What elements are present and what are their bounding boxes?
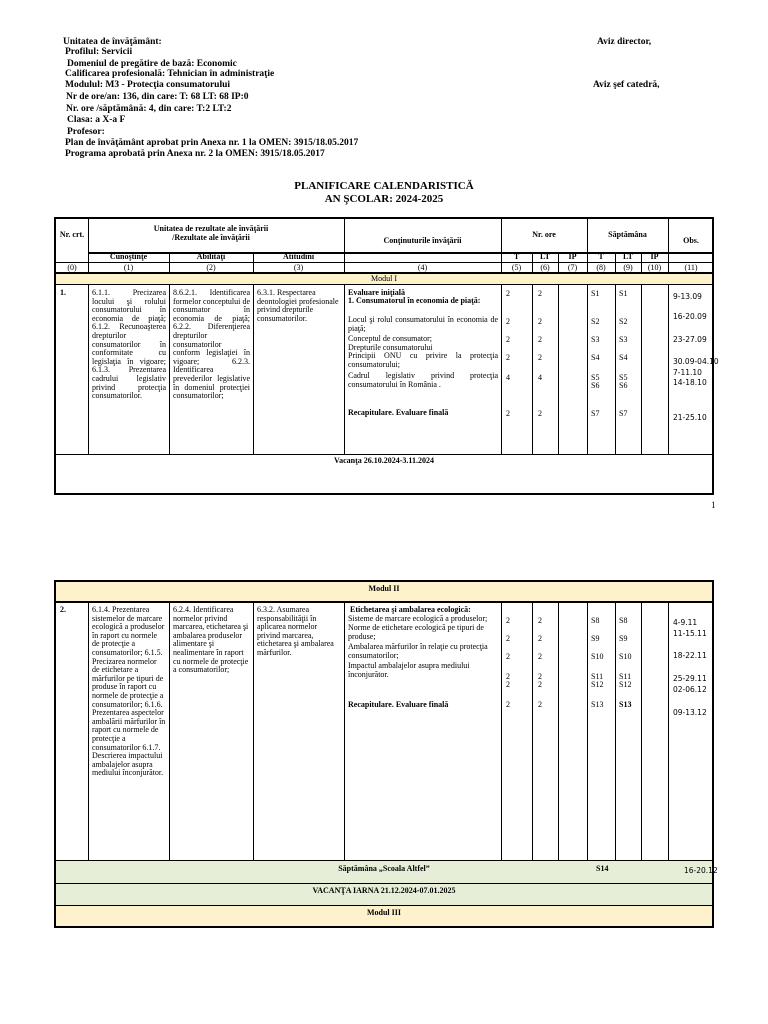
school-year: AN ŞCOLAR: 2024-2025 xyxy=(324,193,444,205)
col-index: (7) xyxy=(567,263,578,272)
ore-t: 4 xyxy=(506,373,510,382)
sapt-lt: S11 xyxy=(619,672,632,681)
sapt-t: S3 xyxy=(591,335,600,344)
ore-t: 2 xyxy=(506,409,510,418)
col-index: (5) xyxy=(511,263,522,272)
ore-t: 2 xyxy=(506,616,510,625)
col-index: (9) xyxy=(623,263,633,272)
ore-lt: 2 xyxy=(538,335,542,344)
row-number: 2. xyxy=(60,605,66,614)
col-index: (8) xyxy=(596,263,606,272)
col-index: (0) xyxy=(67,263,77,272)
sapt-t: S11 xyxy=(591,672,604,681)
sapt-lt: S4 xyxy=(619,353,628,362)
col-obs: Obs. xyxy=(683,236,699,245)
obs-date: 9-13.09 xyxy=(673,292,702,301)
modul-3-label: Modul III xyxy=(366,908,401,917)
col-index: (6) xyxy=(540,263,550,272)
ore-t: 2 xyxy=(506,317,510,326)
ore-lt: 2 xyxy=(538,652,542,661)
continut-item: Drepturile consumatorului xyxy=(348,343,433,352)
ore-lt: 2 xyxy=(538,289,542,298)
sapt-lt: S1 xyxy=(619,289,628,298)
atitudini-text: 6.3.1. Respectarea deontologiei profesionale privind drepturile consumatorilor. xyxy=(257,288,339,323)
ore-t: 2 xyxy=(506,289,510,298)
sapt-lt: S9 xyxy=(619,634,628,643)
ore-lt: 2 xyxy=(538,672,542,681)
ore-lt: 2 xyxy=(538,317,542,326)
obs-date: 21-25.10 xyxy=(673,413,707,422)
ore-t: 2 xyxy=(506,353,510,362)
scoala-altfel-row xyxy=(56,861,718,884)
ore-lt: 2 xyxy=(538,634,542,643)
col-nr-ore: Nr. ore xyxy=(532,230,556,239)
header-line: Clasa: a X-a F xyxy=(67,115,126,125)
col-index: (1) xyxy=(123,263,134,272)
vacanta-iarna-row xyxy=(56,884,712,906)
continut-item: Norme de etichetare ecologică pe tipuri de produse; xyxy=(348,623,484,641)
header-line: Plan de învăţământ aprobat prin Anexa nr. 1 la OMEN: 3915/18.05.2017 xyxy=(65,138,359,148)
header-line: Programa aprobată prin Anexa nr. 2 la OMEN: 3915/18.05.2017 xyxy=(65,149,325,159)
planning-table-1 xyxy=(54,217,719,495)
col-saptamana: Săptămâna xyxy=(608,230,647,239)
col-abilitati: Abilităţi xyxy=(196,252,226,261)
obs-date: 14-18.10 xyxy=(673,378,707,387)
modul-1-band: Modul I xyxy=(56,273,712,285)
obs-date: 7-11.10 xyxy=(673,368,702,377)
col-index: (3) xyxy=(293,263,304,272)
col-t: T xyxy=(513,252,520,261)
modul-1-row xyxy=(56,285,719,455)
sapt-t: S12 xyxy=(591,680,604,689)
col-index: (2) xyxy=(206,263,216,272)
obs-date: 18-22.11 xyxy=(673,651,707,660)
sapt-t: S7 xyxy=(591,409,600,418)
continut-title: Etichetarea şi ambalarea ecologică: xyxy=(350,605,471,614)
cunostinte-text: 6.1.4. Prezentarea sistemelor de marcare ecologică a produselor în raport cu normele de protecţie a consumatorilor; 6.1.5. Precizarea normelor de etichetare a mărfurilor pe tipuri de produse în raport cu normele de protecţie a consumatorilor; 6.1.6. Prezentarea aspectelor ambalării mărfurilor în raport cu normele de protecţie a consumatorilor 6.1.7. Descrierea impactului ambalajelor asupra mediului înconjurător. xyxy=(92,605,166,778)
ore-t: 2 xyxy=(506,680,510,689)
sapt-t: S2 xyxy=(591,317,600,326)
sapt-t: S10 xyxy=(591,652,604,661)
sapt-lt: S5 xyxy=(619,373,628,382)
header-line: Nr de ore/an: 136, din care: T: 68 LT: 68 IP:0 xyxy=(66,92,249,102)
modul-2-band: Modul II xyxy=(56,582,712,603)
row-number: 1. xyxy=(60,288,66,297)
sapt-lt: S8 xyxy=(619,616,628,625)
col-cunostinte: Cunoştinţe xyxy=(109,252,148,261)
col-s-t: T xyxy=(598,252,604,261)
modul-3-band xyxy=(56,906,712,926)
obs-date: 16-20.09 xyxy=(673,312,707,321)
header-line: Unitatea de învăţământ: xyxy=(63,37,162,47)
col-index: (10) xyxy=(647,263,662,272)
ore-lt: 2 xyxy=(538,700,542,709)
aviz-director: Aviz director, xyxy=(597,37,652,47)
continut-subtitle: 1. Consumatorul în economia de piaţă: xyxy=(348,296,481,305)
continut-item: Principii ONU cu privire la protecţia consumatorului; xyxy=(348,351,498,369)
abilitati-text: 6.2.4. Identificarea normelor privind marcarea, etichetarea şi ambalarea produselor alimentare şi nealimentare în raport cu normele de protecţie a consumatorilor; xyxy=(173,605,249,675)
obs-date: 09-13.12 xyxy=(673,708,707,717)
header-line: Domeniul de pregătire de bază: Economic xyxy=(67,59,237,69)
page-number: 1 xyxy=(711,500,716,510)
cunostinte-text: 6.1.1. Precizarea locului şi rolului consumatorului în economia de piaţă; 6.1.2. Recunoaşterea drepturilor consumatorilor în conformitate cu legislaţia în vigoare; 6.1.3. Prezentarea cadrului legislativ privind protecţia consumatorilor. xyxy=(92,288,166,401)
sapt-t: S13 xyxy=(591,700,604,709)
scoala-altfel-label: Săptămâna „Scoala Altfel” xyxy=(338,864,430,873)
obs-date: 25-29.11 xyxy=(673,674,707,683)
continut-item: Conceptul de consumator; xyxy=(348,334,432,343)
col-unitatea: Unitatea de rezultate ale învăţării /Rezultate ale învăţării xyxy=(153,224,269,242)
col-atitudini: Atitudini xyxy=(282,252,315,261)
ore-t: 2 xyxy=(506,634,510,643)
ore-t: 2 xyxy=(506,672,510,681)
sapt-t: S9 xyxy=(591,634,600,643)
sapt-lt: S3 xyxy=(619,335,628,344)
sapt-t: S6 xyxy=(591,381,600,390)
sapt-lt: S6 xyxy=(619,381,628,390)
ore-t: 2 xyxy=(506,700,510,709)
planning-table-2 xyxy=(54,580,718,928)
document-title: PLANIFICARE CALENDARISTICĂ xyxy=(294,180,474,192)
abilitati-text: 8.6.2.1. Identificarea formelor conceptului de consumator în economia de piaţă; 6.2.2. Diferenţierea drepturilor consumatorilor conform legislaţiei în vigoare; 6.2.3. Identificarea prevederilor legislative în domeniul protecţiei consumatorilor; xyxy=(173,288,250,401)
header-line: Nr. ore /săptămână: 4, din care: T:2 LT:2 xyxy=(66,104,232,114)
col-lt: LT xyxy=(540,252,550,261)
obs-date: 11-15.11 xyxy=(673,629,707,638)
obs-date: 4-9.11 xyxy=(673,618,698,627)
col-nr-crt: Nr. crt. xyxy=(59,230,85,239)
sapt-t: S8 xyxy=(591,616,600,625)
ore-lt: 2 xyxy=(538,409,542,418)
ore-lt: 2 xyxy=(538,616,542,625)
ore-lt: 2 xyxy=(538,353,542,362)
aviz-sef-catedra: Aviz şef catedră, xyxy=(593,80,660,90)
sapt-t: S4 xyxy=(591,353,600,362)
scoala-altfel-week: S14 xyxy=(596,864,609,873)
vacanta-toamna: Vacanţa 26.10.2024-3.11.2024 xyxy=(334,456,434,465)
sapt-lt: S7 xyxy=(619,409,628,418)
sapt-lt: S12 xyxy=(619,680,632,689)
continut-item: Impactul ambalajelor asupra mediului înconjurător. xyxy=(348,661,470,679)
header-line: Profilul: Servicii xyxy=(65,47,133,57)
header-line: Profesor: xyxy=(67,127,105,137)
ore-lt: 4 xyxy=(538,373,542,382)
continut-item: Ambalarea mărfurilor în relaţie cu protecţia consumatorilor; xyxy=(348,642,488,660)
col-ip: IP xyxy=(568,252,577,261)
continut-recap: Recapitulare. Evaluare finală xyxy=(348,408,449,417)
ore-t: 2 xyxy=(506,335,510,344)
sapt-lt: S10 xyxy=(619,652,632,661)
continut-item: Locul şi rolul consumatorului în economia de piaţă; xyxy=(348,315,498,333)
continut-title: Evaluare iniţială xyxy=(348,288,405,297)
ore-t: 2 xyxy=(506,652,510,661)
scoala-altfel-date: 16-20.12 xyxy=(684,866,718,875)
vacanta-iarna: VACANŢA IARNA 21.12.2024-07.01.2025 xyxy=(312,886,456,895)
continut-item: Sisteme de marcare ecologică a produselor; xyxy=(348,614,488,623)
header-line: Modulul: M3 - Protecţia consumatorului xyxy=(65,80,231,90)
modul-2-row xyxy=(56,603,712,861)
ore-lt: 2 xyxy=(538,680,542,689)
atitudini-text: 6.3.2. Asumarea responsabilităţii în aplicarea normelor privind marcarea, etichetarea şi ambalarea mărfurilor. xyxy=(257,605,334,657)
sapt-lt: S13 xyxy=(619,700,632,709)
continut-item: Cadrul legislativ privind protecţia consumatorului în România . xyxy=(348,371,498,389)
obs-date: 02-06.12 xyxy=(673,685,707,694)
col-index: (4) xyxy=(417,263,428,272)
col-s-ip: IP xyxy=(650,252,659,261)
col-index: (11) xyxy=(684,263,698,272)
obs-date: 30.09-04.10 xyxy=(673,357,719,366)
obs-date: 23-27.09 xyxy=(673,335,707,344)
sapt-t: S5 xyxy=(591,373,600,382)
col-continuturi: Conţinuturile învăţării xyxy=(383,236,462,245)
continut-recap: Recapitulare. Evaluare finală xyxy=(348,700,449,709)
header-line: Calificarea profesională: Tehnician în administraţie xyxy=(65,69,275,79)
col-s-lt: LT xyxy=(623,252,633,261)
sapt-t: S1 xyxy=(591,289,600,298)
sapt-lt: S2 xyxy=(619,317,628,326)
